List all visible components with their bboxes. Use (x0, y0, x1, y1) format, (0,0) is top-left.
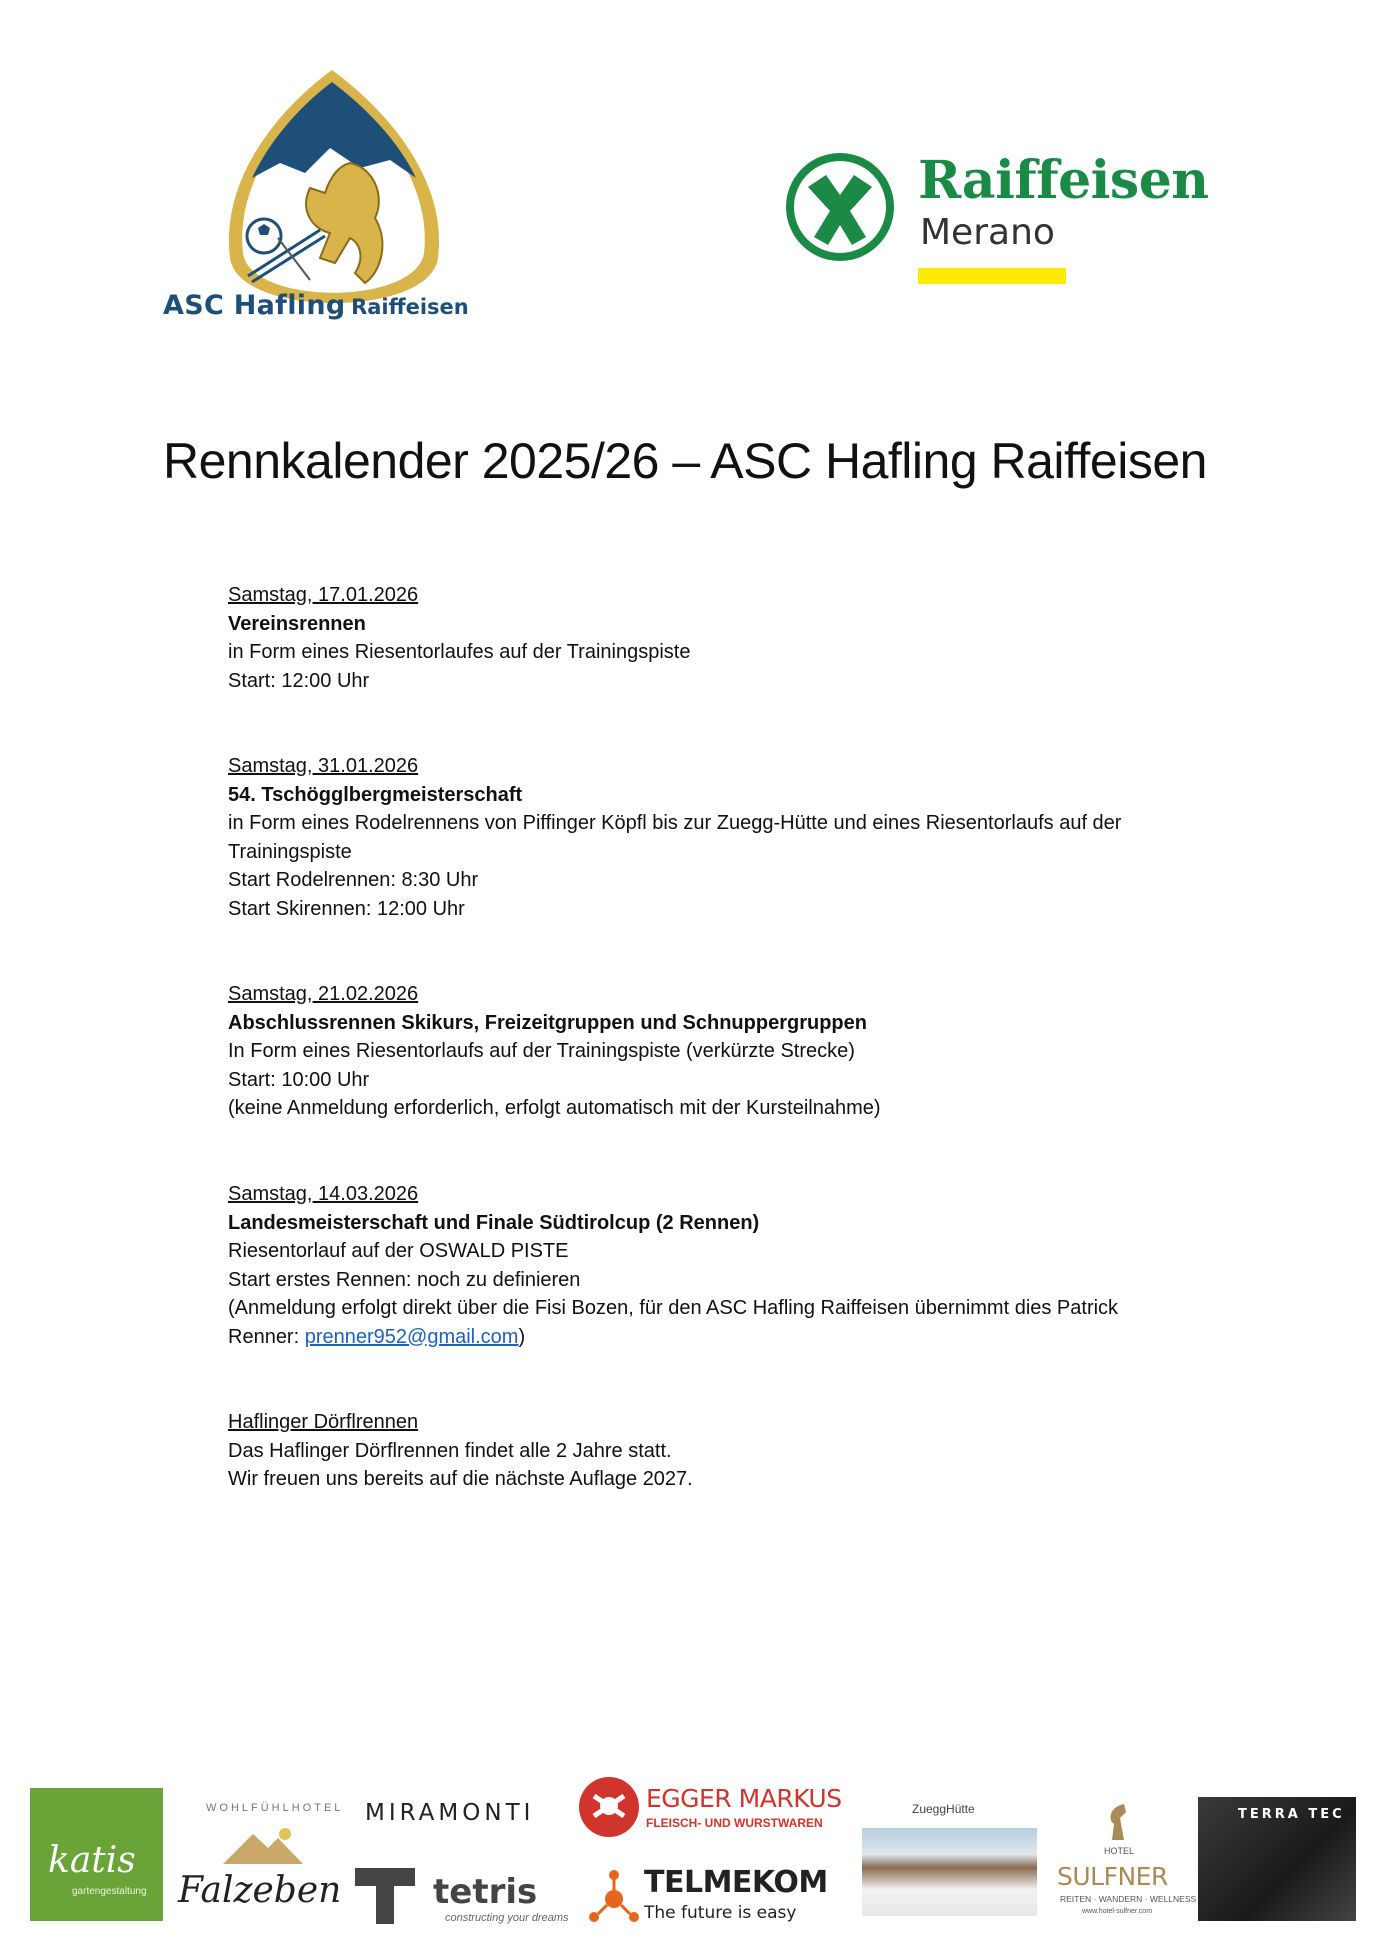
event-line: Start Skirennen: 12:00 Uhr (228, 897, 465, 920)
asc-logo-text (163, 290, 469, 321)
contact-email-link[interactable]: prenner952@gmail.com (304, 1325, 519, 1348)
sulfner-hotel-label: HOTEL (1104, 1846, 1135, 1856)
event-line: Riesentorlauf auf der OSWALD PISTE (228, 1240, 569, 1262)
tetris-block-icon (355, 1868, 415, 1924)
contact-suffix: ) (518, 1325, 526, 1348)
event-name: 54. Tschögglbergmeisterschaft (228, 783, 523, 806)
sponsor-sulfner-logo (1052, 1800, 1197, 1920)
horse-icon (1102, 1802, 1132, 1842)
event-block (228, 752, 1228, 923)
event-name: Vereinsrennen (228, 612, 366, 635)
event-date: Samstag, 17.01.2026 (228, 584, 419, 606)
contact-prefix: Renner: (228, 1325, 305, 1348)
event-line: Start: 10:00 Uhr (228, 1068, 370, 1091)
falzeben-arc-text: WOHLFÜHLHOTEL (206, 1802, 344, 1814)
event-line: In Form eines Riesentorlaufs auf der Trainingspiste (verkürzte Strecke) (228, 1040, 855, 1062)
sulfner-web: www.hotel-sulfner.com (1082, 1908, 1153, 1915)
event-date: Samstag, 31.01.2026 (228, 755, 419, 777)
event-line: Trainingspiste (228, 840, 352, 863)
asc-logo-name-small: Raiffeisen (351, 295, 469, 319)
sponsor-telmekom-logo (588, 1865, 828, 1935)
mountain-icon (223, 1824, 303, 1866)
katis-sub: gartengestaltung (72, 1886, 147, 1897)
falzeben-name: Falzeben (178, 1870, 342, 1911)
village-race-line: Das Haflinger Dörflrennen findet alle 2 Jahre statt. (228, 1439, 672, 1462)
raiffeisen-gable-cross-icon (786, 153, 894, 261)
page-title: Rennkalender 2025/26 – ASC Hafling Raiffeisen (163, 433, 1207, 489)
event-name: Abschlussrennen Skikurs, Freizeitgruppen und Schnuppergruppen (228, 1011, 867, 1034)
event-contact-line (228, 1323, 1228, 1352)
sulfner-name: SULFNER (1057, 1862, 1168, 1891)
sponsor-terratec-logo (1198, 1797, 1356, 1921)
telmekom-network-icon (588, 1869, 640, 1929)
event-block (228, 581, 1228, 695)
sulfner-sub: REITEN · WANDERN · WELLNESS (1060, 1894, 1197, 1904)
event-name: Landesmeisterschaft und Finale Südtirolcup (2 Rennen) (228, 1211, 760, 1234)
event-block (228, 1180, 1228, 1351)
sponsor-katis-logo (30, 1788, 163, 1921)
tetris-name: tetris (433, 1872, 538, 1912)
sponsor-falzeben-logo (178, 1802, 348, 1922)
village-race-heading: Haflinger Dörflrennen (228, 1411, 419, 1433)
egger-emblem-icon (578, 1776, 640, 1838)
egger-name: EGGER MARKUS (646, 1784, 842, 1813)
raiffeisen-city: Merano (920, 212, 1055, 253)
egger-sub: FLEISCH- UND WURSTWAREN (646, 1816, 823, 1830)
sponsor-zuegghuette-logo (862, 1800, 1037, 1920)
event-block (228, 980, 1228, 1123)
event-date: Samstag, 21.02.2026 (228, 983, 419, 1005)
zuegg-name: ZueggHütte (912, 1802, 975, 1816)
telmekom-sub: The future is easy (644, 1903, 797, 1923)
sponsor-miramonti-logo: MIRAMONTI (365, 1800, 535, 1826)
event-line: (Anmeldung erfolgt direkt über die Fisi Bozen, für den ASC Hafling Raiffeisen übernimmt dies Patrick (228, 1297, 1119, 1319)
raiffeisen-yellow-bar (918, 268, 1066, 284)
asc-logo-name: ASC Hafling (163, 290, 346, 321)
village-race-block (228, 1408, 1228, 1494)
tetris-sub: constructing your dreams (445, 1912, 569, 1924)
katis-name: katis (48, 1840, 136, 1881)
event-line: in Form eines Riesentorlaufes auf der Trainingspiste (228, 641, 691, 663)
zuegg-hut-photo (862, 1828, 1037, 1916)
event-line: (keine Anmeldung erforderlich, erfolgt automatisch mit der Kursteilnahme) (228, 1097, 881, 1119)
event-line: in Form eines Rodelrennens von Piffinger Köpfl bis zur Zuegg-Hütte und eines Riesentorlaufs auf der (228, 812, 1122, 834)
event-date: Samstag, 14.03.2026 (228, 1183, 419, 1205)
asc-hafling-logo (160, 68, 505, 328)
event-line: Start: 12:00 Uhr (228, 669, 370, 692)
telmekom-name: TELMEKOM (644, 1865, 828, 1900)
raiffeisen-name: Raiffeisen (918, 150, 1209, 211)
event-line: Start erstes Rennen: noch zu definieren (228, 1268, 581, 1291)
terratec-name: TERRA TEC (1238, 1807, 1345, 1822)
sponsor-egger-logo (578, 1776, 842, 1836)
event-line: Start Rodelrennen: 8:30 Uhr (228, 869, 479, 891)
village-race-line: Wir freuen uns bereits auf die nächste Auflage 2027. (228, 1468, 693, 1490)
sponsor-tetris-logo (355, 1868, 575, 1924)
